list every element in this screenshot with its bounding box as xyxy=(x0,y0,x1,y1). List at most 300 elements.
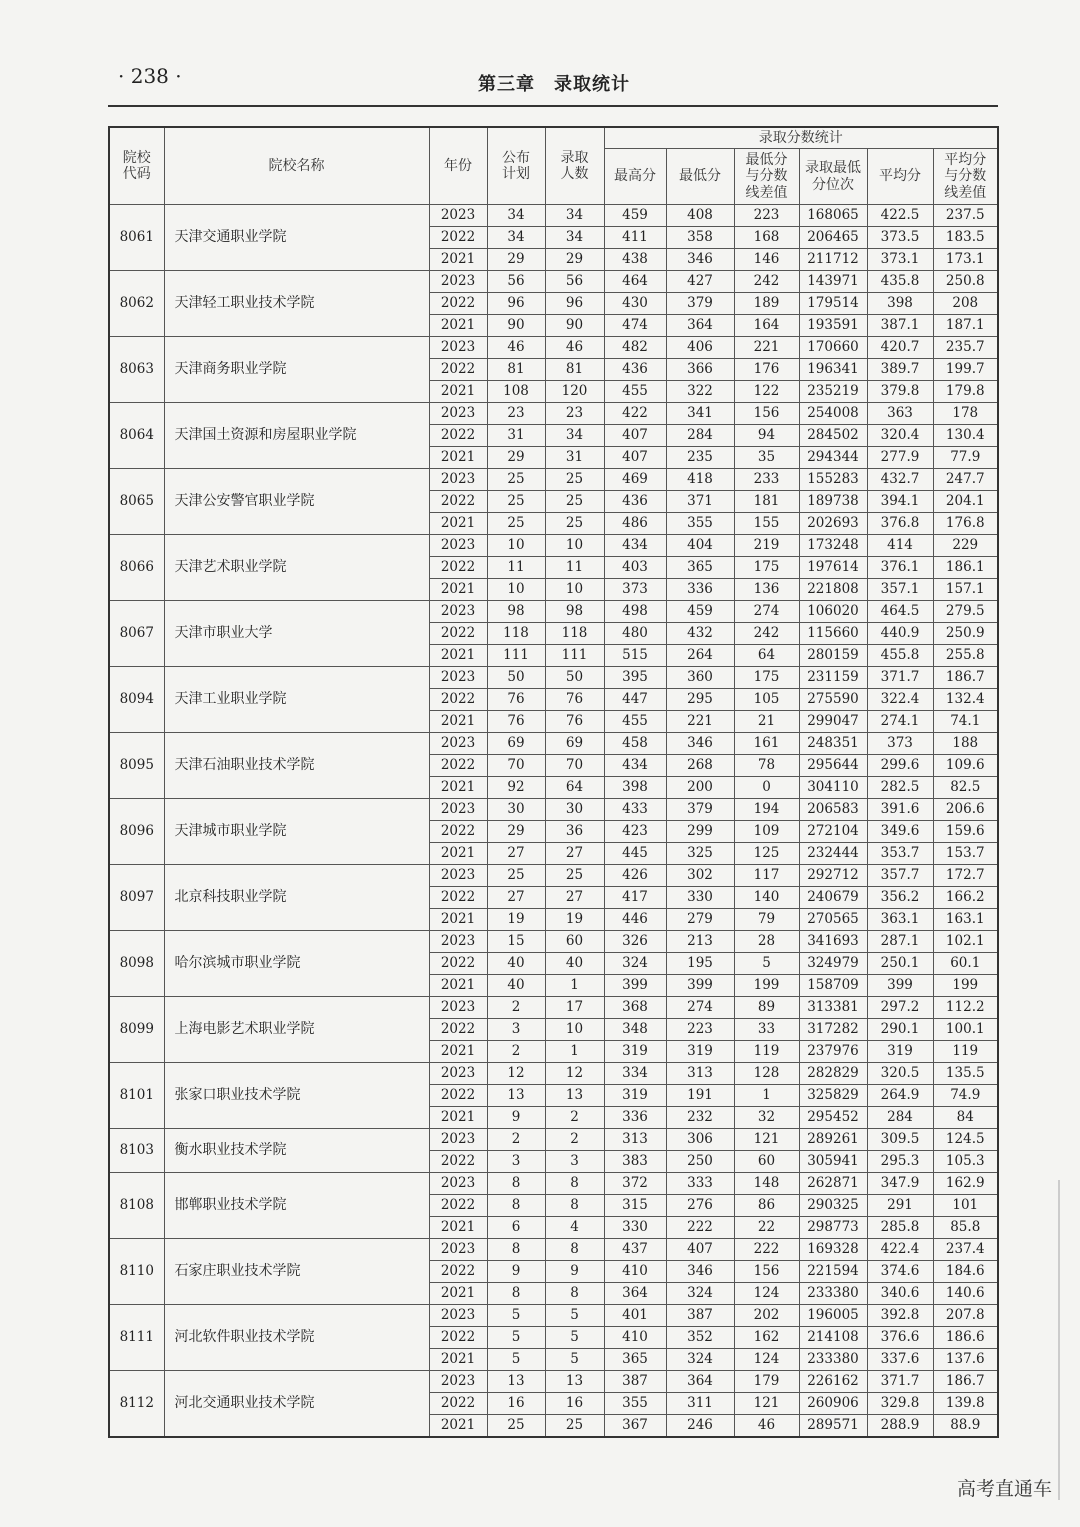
year-cell: 2023 xyxy=(429,733,487,755)
min-score-cell: 274 xyxy=(666,997,734,1019)
min-rank-cell: 260906 xyxy=(799,1393,867,1415)
table-row xyxy=(109,1129,998,1151)
admitted-cell: 1 xyxy=(545,975,604,997)
min-rank-cell: 231159 xyxy=(799,667,867,689)
max-score-cell: 437 xyxy=(604,1239,666,1261)
max-score-cell: 330 xyxy=(604,1217,666,1239)
min-diff-cell: 124 xyxy=(734,1283,799,1305)
avg-score-cell: 420.7 xyxy=(867,337,933,359)
avg-score-cell: 356.2 xyxy=(867,887,933,909)
min-rank-cell: 262871 xyxy=(799,1173,867,1195)
max-score-cell: 459 xyxy=(604,205,666,227)
avg-diff-cell: 163.1 xyxy=(933,909,998,931)
plan-cell: 40 xyxy=(487,953,545,975)
avg-score-cell: 394.1 xyxy=(867,491,933,513)
admitted-cell: 17 xyxy=(545,997,604,1019)
school-name: 天津市职业大学 xyxy=(164,601,429,667)
admitted-cell: 11 xyxy=(545,557,604,579)
avg-diff-cell: 74.1 xyxy=(933,711,998,733)
plan-cell: 19 xyxy=(487,909,545,931)
max-score-cell: 469 xyxy=(604,469,666,491)
plan-cell: 9 xyxy=(487,1107,545,1129)
min-rank-cell: 272104 xyxy=(799,821,867,843)
school-code: 8103 xyxy=(109,1129,164,1173)
year-cell: 2023 xyxy=(429,1371,487,1393)
min-score-cell: 324 xyxy=(666,1283,734,1305)
school-code: 8101 xyxy=(109,1063,164,1129)
header-avg: 平均分 xyxy=(867,149,933,205)
avg-diff-cell: 207.8 xyxy=(933,1305,998,1327)
max-score-cell: 326 xyxy=(604,931,666,953)
plan-cell: 10 xyxy=(487,579,545,601)
avg-diff-cell: 82.5 xyxy=(933,777,998,799)
min-score-cell: 306 xyxy=(666,1129,734,1151)
admitted-cell: 90 xyxy=(545,315,604,337)
admitted-cell: 25 xyxy=(545,491,604,513)
max-score-cell: 407 xyxy=(604,447,666,469)
year-cell: 2022 xyxy=(429,491,487,513)
min-diff-cell: 121 xyxy=(734,1129,799,1151)
min-diff-cell: 223 xyxy=(734,205,799,227)
page-number: · 238 · xyxy=(118,64,182,88)
plan-cell: 5 xyxy=(487,1349,545,1371)
year-cell: 2021 xyxy=(429,579,487,601)
min-score-cell: 235 xyxy=(666,447,734,469)
min-score-cell: 404 xyxy=(666,535,734,557)
min-score-cell: 279 xyxy=(666,909,734,931)
plan-cell: 23 xyxy=(487,403,545,425)
max-score-cell: 319 xyxy=(604,1085,666,1107)
min-diff-cell: 219 xyxy=(734,535,799,557)
year-cell: 2021 xyxy=(429,777,487,799)
max-score-cell: 401 xyxy=(604,1305,666,1327)
min-diff-cell: 35 xyxy=(734,447,799,469)
admitted-cell: 34 xyxy=(545,425,604,447)
min-rank-cell: 292712 xyxy=(799,865,867,887)
max-score-cell: 422 xyxy=(604,403,666,425)
admitted-cell: 31 xyxy=(545,447,604,469)
min-rank-cell: 155283 xyxy=(799,469,867,491)
plan-cell: 27 xyxy=(487,887,545,909)
avg-score-cell: 291 xyxy=(867,1195,933,1217)
table-row xyxy=(109,1173,998,1195)
min-rank-cell: 226162 xyxy=(799,1371,867,1393)
min-score-cell: 364 xyxy=(666,315,734,337)
plan-cell: 46 xyxy=(487,337,545,359)
min-rank-cell: 233380 xyxy=(799,1283,867,1305)
admission-stats-table xyxy=(108,126,999,1438)
table-row xyxy=(109,1063,998,1085)
max-score-cell: 334 xyxy=(604,1063,666,1085)
table-row xyxy=(109,733,998,755)
plan-cell: 15 xyxy=(487,931,545,953)
plan-cell: 34 xyxy=(487,227,545,249)
min-rank-cell: 289571 xyxy=(799,1415,867,1438)
min-score-cell: 407 xyxy=(666,1239,734,1261)
max-score-cell: 368 xyxy=(604,997,666,1019)
avg-score-cell: 357.1 xyxy=(867,579,933,601)
admitted-cell: 8 xyxy=(545,1195,604,1217)
min-score-cell: 223 xyxy=(666,1019,734,1041)
admitted-cell: 5 xyxy=(545,1327,604,1349)
avg-diff-cell: 137.6 xyxy=(933,1349,998,1371)
plan-cell: 3 xyxy=(487,1019,545,1041)
admitted-cell: 118 xyxy=(545,623,604,645)
min-diff-cell: 105 xyxy=(734,689,799,711)
avg-diff-cell: 153.7 xyxy=(933,843,998,865)
plan-cell: 25 xyxy=(487,865,545,887)
min-rank-cell: 237976 xyxy=(799,1041,867,1063)
min-diff-cell: 242 xyxy=(734,271,799,293)
admitted-cell: 30 xyxy=(545,799,604,821)
max-score-cell: 434 xyxy=(604,755,666,777)
table-body xyxy=(109,205,998,1438)
plan-cell: 111 xyxy=(487,645,545,667)
avg-score-cell: 320.5 xyxy=(867,1063,933,1085)
avg-score-cell: 363 xyxy=(867,403,933,425)
max-score-cell: 367 xyxy=(604,1415,666,1438)
avg-score-cell: 297.2 xyxy=(867,997,933,1019)
min-rank-cell: 299047 xyxy=(799,711,867,733)
max-score-cell: 486 xyxy=(604,513,666,535)
min-diff-cell: 78 xyxy=(734,755,799,777)
avg-score-cell: 353.7 xyxy=(867,843,933,865)
plan-cell: 108 xyxy=(487,381,545,403)
min-rank-cell: 168065 xyxy=(799,205,867,227)
avg-score-cell: 274.1 xyxy=(867,711,933,733)
min-rank-cell: 324979 xyxy=(799,953,867,975)
avg-score-cell: 319 xyxy=(867,1041,933,1063)
max-score-cell: 455 xyxy=(604,711,666,733)
year-cell: 2022 xyxy=(429,821,487,843)
source-watermark: 高考直通车 xyxy=(956,1478,1052,1500)
plan-cell: 6 xyxy=(487,1217,545,1239)
min-diff-cell: 1 xyxy=(734,1085,799,1107)
min-score-cell: 264 xyxy=(666,645,734,667)
min-rank-cell: 158709 xyxy=(799,975,867,997)
year-cell: 2022 xyxy=(429,1195,487,1217)
min-score-cell: 336 xyxy=(666,579,734,601)
min-diff-cell: 221 xyxy=(734,337,799,359)
min-score-cell: 371 xyxy=(666,491,734,513)
min-score-cell: 346 xyxy=(666,733,734,755)
school-name: 衡水职业技术学院 xyxy=(164,1129,429,1173)
avg-score-cell: 387.1 xyxy=(867,315,933,337)
max-score-cell: 336 xyxy=(604,1107,666,1129)
min-diff-cell: 22 xyxy=(734,1217,799,1239)
year-cell: 2023 xyxy=(429,469,487,491)
table-row xyxy=(109,931,998,953)
min-diff-cell: 242 xyxy=(734,623,799,645)
max-score-cell: 498 xyxy=(604,601,666,623)
min-diff-cell: 136 xyxy=(734,579,799,601)
min-score-cell: 341 xyxy=(666,403,734,425)
plan-cell: 30 xyxy=(487,799,545,821)
avg-diff-cell: 250.8 xyxy=(933,271,998,293)
avg-score-cell: 422.4 xyxy=(867,1239,933,1261)
school-code: 8061 xyxy=(109,205,164,271)
min-diff-cell: 140 xyxy=(734,887,799,909)
plan-cell: 96 xyxy=(487,293,545,315)
plan-cell: 2 xyxy=(487,1129,545,1151)
min-diff-cell: 175 xyxy=(734,667,799,689)
min-diff-cell: 168 xyxy=(734,227,799,249)
school-name: 张家口职业技术学院 xyxy=(164,1063,429,1129)
avg-diff-cell: 139.8 xyxy=(933,1393,998,1415)
avg-diff-cell: 204.1 xyxy=(933,491,998,513)
avg-score-cell: 349.6 xyxy=(867,821,933,843)
min-score-cell: 295 xyxy=(666,689,734,711)
avg-diff-cell: 179.8 xyxy=(933,381,998,403)
min-diff-cell: 179 xyxy=(734,1371,799,1393)
min-diff-cell: 233 xyxy=(734,469,799,491)
min-score-cell: 358 xyxy=(666,227,734,249)
avg-diff-cell: 178 xyxy=(933,403,998,425)
avg-diff-cell: 119 xyxy=(933,1041,998,1063)
year-cell: 2023 xyxy=(429,337,487,359)
admitted-cell: 1 xyxy=(545,1041,604,1063)
avg-score-cell: 392.8 xyxy=(867,1305,933,1327)
admitted-cell: 4 xyxy=(545,1217,604,1239)
min-score-cell: 200 xyxy=(666,777,734,799)
min-rank-cell: 189738 xyxy=(799,491,867,513)
plan-cell: 118 xyxy=(487,623,545,645)
avg-score-cell: 250.1 xyxy=(867,953,933,975)
year-cell: 2022 xyxy=(429,755,487,777)
admitted-cell: 98 xyxy=(545,601,604,623)
school-code: 8062 xyxy=(109,271,164,337)
avg-diff-cell: 187.1 xyxy=(933,315,998,337)
avg-score-cell: 371.7 xyxy=(867,667,933,689)
min-diff-cell: 117 xyxy=(734,865,799,887)
min-score-cell: 408 xyxy=(666,205,734,227)
min-score-cell: 330 xyxy=(666,887,734,909)
avg-diff-cell: 85.8 xyxy=(933,1217,998,1239)
min-diff-cell: 119 xyxy=(734,1041,799,1063)
admitted-cell: 25 xyxy=(545,513,604,535)
avg-score-cell: 288.9 xyxy=(867,1415,933,1438)
school-name: 邯郸职业技术学院 xyxy=(164,1173,429,1239)
admitted-cell: 76 xyxy=(545,711,604,733)
avg-score-cell: 440.9 xyxy=(867,623,933,645)
table-row xyxy=(109,469,998,491)
min-rank-cell: 106020 xyxy=(799,601,867,623)
min-score-cell: 399 xyxy=(666,975,734,997)
avg-score-cell: 285.8 xyxy=(867,1217,933,1239)
max-score-cell: 411 xyxy=(604,227,666,249)
admitted-cell: 12 xyxy=(545,1063,604,1085)
avg-score-cell: 422.5 xyxy=(867,205,933,227)
avg-score-cell: 371.7 xyxy=(867,1371,933,1393)
avg-score-cell: 373 xyxy=(867,733,933,755)
table-row xyxy=(109,337,998,359)
year-cell: 2023 xyxy=(429,1239,487,1261)
avg-score-cell: 432.7 xyxy=(867,469,933,491)
plan-cell: 70 xyxy=(487,755,545,777)
min-score-cell: 221 xyxy=(666,711,734,733)
min-diff-cell: 94 xyxy=(734,425,799,447)
table-row xyxy=(109,1371,998,1393)
admitted-cell: 40 xyxy=(545,953,604,975)
min-rank-cell: 317282 xyxy=(799,1019,867,1041)
avg-score-cell: 357.7 xyxy=(867,865,933,887)
year-cell: 2022 xyxy=(429,293,487,315)
min-rank-cell: 305941 xyxy=(799,1151,867,1173)
min-score-cell: 232 xyxy=(666,1107,734,1129)
avg-score-cell: 287.1 xyxy=(867,931,933,953)
min-diff-cell: 156 xyxy=(734,1261,799,1283)
min-rank-cell: 173248 xyxy=(799,535,867,557)
min-score-cell: 325 xyxy=(666,843,734,865)
year-cell: 2022 xyxy=(429,623,487,645)
min-rank-cell: 221808 xyxy=(799,579,867,601)
year-cell: 2022 xyxy=(429,1261,487,1283)
min-rank-cell: 289261 xyxy=(799,1129,867,1151)
school-name: 天津石油职业技术学院 xyxy=(164,733,429,799)
admitted-cell: 36 xyxy=(545,821,604,843)
year-cell: 2021 xyxy=(429,513,487,535)
avg-diff-cell: 237.4 xyxy=(933,1239,998,1261)
avg-diff-cell: 74.9 xyxy=(933,1085,998,1107)
max-score-cell: 348 xyxy=(604,1019,666,1041)
school-code: 8095 xyxy=(109,733,164,799)
admitted-cell: 27 xyxy=(545,887,604,909)
school-code: 8067 xyxy=(109,601,164,667)
school-code: 8064 xyxy=(109,403,164,469)
min-score-cell: 246 xyxy=(666,1415,734,1438)
min-rank-cell: 179514 xyxy=(799,293,867,315)
max-score-cell: 399 xyxy=(604,975,666,997)
year-cell: 2022 xyxy=(429,425,487,447)
plan-cell: 69 xyxy=(487,733,545,755)
admitted-cell: 5 xyxy=(545,1305,604,1327)
year-cell: 2023 xyxy=(429,799,487,821)
avg-diff-cell: 100.1 xyxy=(933,1019,998,1041)
min-score-cell: 250 xyxy=(666,1151,734,1173)
avg-score-cell: 264.9 xyxy=(867,1085,933,1107)
header-admitted: 录取人数 xyxy=(545,127,604,205)
min-rank-cell: 304110 xyxy=(799,777,867,799)
header-plan: 公布计划 xyxy=(487,127,545,205)
table-row xyxy=(109,403,998,425)
max-score-cell: 324 xyxy=(604,953,666,975)
max-score-cell: 417 xyxy=(604,887,666,909)
year-cell: 2021 xyxy=(429,315,487,337)
plan-cell: 98 xyxy=(487,601,545,623)
avg-diff-cell: 130.4 xyxy=(933,425,998,447)
min-score-cell: 284 xyxy=(666,425,734,447)
min-rank-cell: 298773 xyxy=(799,1217,867,1239)
avg-score-cell: 322.4 xyxy=(867,689,933,711)
avg-score-cell: 295.3 xyxy=(867,1151,933,1173)
table-row xyxy=(109,535,998,557)
year-cell: 2021 xyxy=(429,1107,487,1129)
min-rank-cell: 294344 xyxy=(799,447,867,469)
year-cell: 2022 xyxy=(429,1085,487,1107)
avg-score-cell: 299.6 xyxy=(867,755,933,777)
avg-diff-cell: 109.6 xyxy=(933,755,998,777)
school-name: 河北交通职业技术学院 xyxy=(164,1371,429,1438)
max-score-cell: 433 xyxy=(604,799,666,821)
avg-score-cell: 374.6 xyxy=(867,1261,933,1283)
avg-diff-cell: 199.7 xyxy=(933,359,998,381)
year-cell: 2021 xyxy=(429,843,487,865)
plan-cell: 25 xyxy=(487,513,545,535)
min-score-cell: 276 xyxy=(666,1195,734,1217)
avg-diff-cell: 199 xyxy=(933,975,998,997)
avg-score-cell: 363.1 xyxy=(867,909,933,931)
school-name: 天津工业职业学院 xyxy=(164,667,429,733)
plan-cell: 8 xyxy=(487,1195,545,1217)
min-score-cell: 352 xyxy=(666,1327,734,1349)
min-score-cell: 360 xyxy=(666,667,734,689)
plan-cell: 9 xyxy=(487,1261,545,1283)
avg-diff-cell: 132.4 xyxy=(933,689,998,711)
avg-score-cell: 320.4 xyxy=(867,425,933,447)
max-score-cell: 464 xyxy=(604,271,666,293)
min-rank-cell: 240679 xyxy=(799,887,867,909)
admitted-cell: 25 xyxy=(545,865,604,887)
year-cell: 2021 xyxy=(429,975,487,997)
min-rank-cell: 206465 xyxy=(799,227,867,249)
min-score-cell: 346 xyxy=(666,1261,734,1283)
year-cell: 2022 xyxy=(429,1327,487,1349)
avg-score-cell: 435.8 xyxy=(867,271,933,293)
avg-diff-cell: 173.1 xyxy=(933,249,998,271)
min-diff-cell: 161 xyxy=(734,733,799,755)
min-diff-cell: 202 xyxy=(734,1305,799,1327)
plan-cell: 8 xyxy=(487,1283,545,1305)
year-cell: 2023 xyxy=(429,1173,487,1195)
min-score-cell: 322 xyxy=(666,381,734,403)
admitted-cell: 13 xyxy=(545,1371,604,1393)
table-row xyxy=(109,1239,998,1261)
plan-cell: 25 xyxy=(487,491,545,513)
min-diff-cell: 274 xyxy=(734,601,799,623)
max-score-cell: 387 xyxy=(604,1371,666,1393)
avg-diff-cell: 105.3 xyxy=(933,1151,998,1173)
year-cell: 2023 xyxy=(429,1129,487,1151)
year-cell: 2023 xyxy=(429,601,487,623)
min-rank-cell: 295644 xyxy=(799,755,867,777)
min-score-cell: 319 xyxy=(666,1041,734,1063)
avg-diff-cell: 77.9 xyxy=(933,447,998,469)
plan-cell: 29 xyxy=(487,249,545,271)
admitted-cell: 9 xyxy=(545,1261,604,1283)
admitted-cell: 50 xyxy=(545,667,604,689)
max-score-cell: 410 xyxy=(604,1327,666,1349)
year-cell: 2023 xyxy=(429,205,487,227)
school-name: 天津交通职业学院 xyxy=(164,205,429,271)
school-code: 8065 xyxy=(109,469,164,535)
min-rank-cell: 143971 xyxy=(799,271,867,293)
school-code: 8094 xyxy=(109,667,164,733)
admitted-cell: 5 xyxy=(545,1349,604,1371)
plan-cell: 5 xyxy=(487,1305,545,1327)
plan-cell: 10 xyxy=(487,535,545,557)
max-score-cell: 458 xyxy=(604,733,666,755)
year-cell: 2021 xyxy=(429,1283,487,1305)
plan-cell: 8 xyxy=(487,1239,545,1261)
max-score-cell: 455 xyxy=(604,381,666,403)
table-row xyxy=(109,271,998,293)
header-name: 院校名称 xyxy=(164,127,429,205)
min-diff-cell: 162 xyxy=(734,1327,799,1349)
min-score-cell: 302 xyxy=(666,865,734,887)
plan-cell: 3 xyxy=(487,1151,545,1173)
min-diff-cell: 21 xyxy=(734,711,799,733)
max-score-cell: 373 xyxy=(604,579,666,601)
